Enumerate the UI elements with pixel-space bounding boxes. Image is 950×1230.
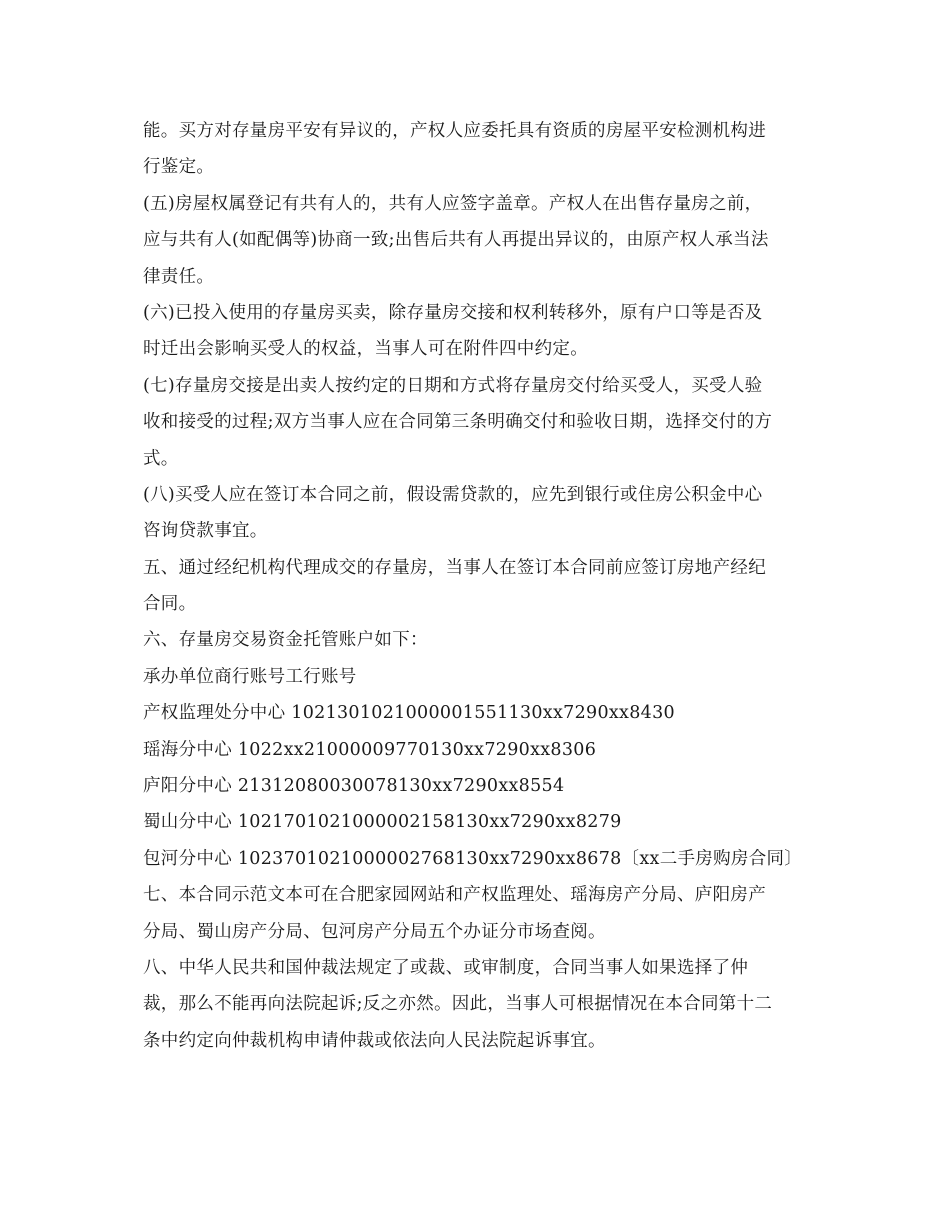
account-line: 产权监理处分中心 1021301021000001551130xx7290xx8430	[143, 703, 675, 724]
text-line: 律责任。	[143, 266, 215, 287]
text-line: 合同。	[143, 594, 197, 615]
text-line: 收和接受的过程;双方当事人应在合同第三条明确交付和验收日期，选择交付的方	[143, 412, 773, 433]
account-line: 蜀山分中心 1021701021000002158130xx7290xx8279	[143, 812, 622, 833]
text-line: 分局、蜀山房产分局、包河房产分局五个办证分市场查阅。	[143, 921, 606, 942]
text-line: 六、存量房交易资金托管账户如下：	[143, 630, 428, 651]
account-line: 包河分中心 1023701021000002768130xx7290xx8678〔xx二手房购房合同〕	[143, 848, 803, 869]
text-line: 能。买方对存量房平安有异议的，产权人应委托具有资质的房屋平安检测机构进	[143, 121, 766, 141]
text-line: 八、中华人民共和国仲裁法规定了或裁、或审制度，合同当事人如果选择了仲	[143, 957, 749, 978]
text-line: 条中约定向仲裁机构申请仲裁或依法向人民法院起诉事宜。	[143, 1030, 606, 1051]
text-line: (六)已投入使用的存量房买卖，除存量房交接和权利转移外，原有户口等是否及	[143, 302, 763, 323]
text-line: (七)存量房交接是出卖人按约定的日期和方式将存量房交付给买受人，买受人验	[143, 375, 763, 396]
text-line: 行鉴定。	[143, 157, 215, 178]
account-line: 庐阳分中心 21312080030078130xx7290xx8554	[143, 776, 565, 797]
text-line: 七、本合同示范文本可在合肥家园网站和产权监理处、瑶海房产分局、庐阳房产	[143, 885, 766, 906]
text-line: 应与共有人(如配偶等)协商一致;出售后共有人再提出异议的，由原产权人承当法	[143, 230, 769, 251]
account-line: 瑶海分中心 1022xx21000009770130xx7290xx8306	[143, 739, 597, 760]
document-body	[143, 113, 823, 1059]
text-line: 时迁出会影响买受人的权益，当事人可在附件四中约定。	[143, 339, 588, 360]
text-line: 咨询贷款事宜。	[143, 521, 268, 542]
text-line: 承办单位商行账号工行账号	[143, 666, 357, 687]
text-line: (五)房屋权属登记有共有人的，共有人应签字盖章。产权人在出售存量房之前，	[143, 193, 763, 214]
text-line: (八)买受人应在签订本合同之前，假设需贷款的，应先到银行或住房公积金中心	[143, 484, 763, 505]
text-line: 式。	[143, 448, 179, 469]
text-line: 裁，那么不能再向法院起诉;反之亦然。因此，当事人可根据情况在本合同第十二	[143, 994, 773, 1015]
text-line: 五、通过经纪机构代理成交的存量房，当事人在签订本合同前应签订房地产经纪	[143, 557, 766, 578]
